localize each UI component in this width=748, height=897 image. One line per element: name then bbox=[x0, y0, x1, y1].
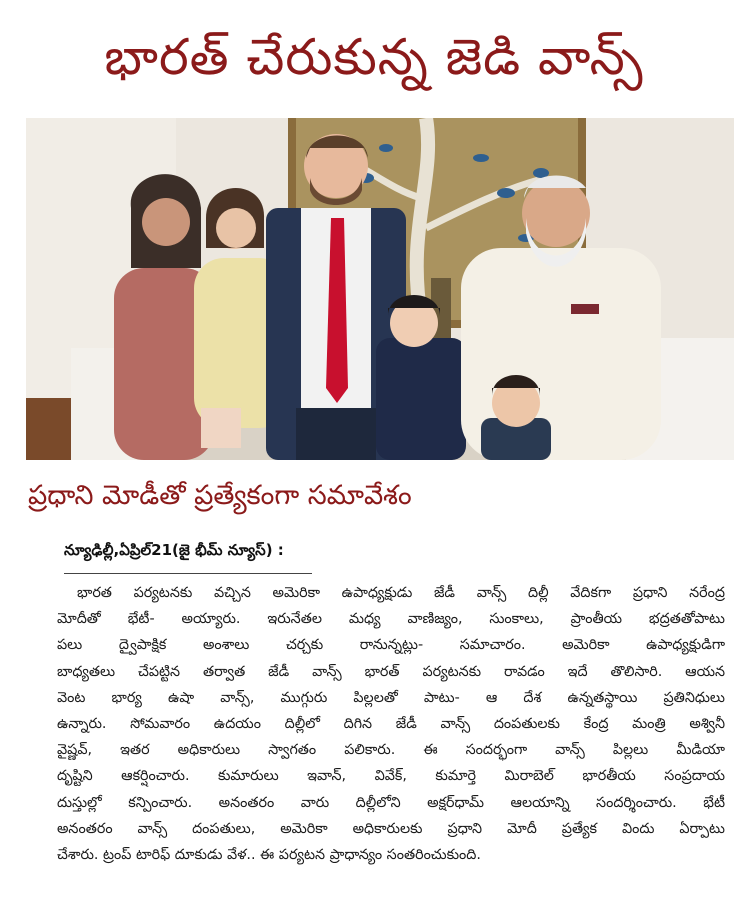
headline: భారత్ చేరుకున్న జెడి వాన్స్ bbox=[104, 28, 644, 86]
dateline-underline bbox=[64, 573, 312, 574]
body-line: పలు ద్వైపాక్షిక అంశాలు చర్చకు రానున్నట్లు- సమాచారం. అమెరికా ఉపాధ్యక్షుడిగా bbox=[57, 637, 725, 654]
body-line: దృష్టిని ఆకర్షించారు. కుమారులు ఇవాన్, వివేక్, కుమార్తె మిరాబెల్ భారతీయ సంప్రదాయ bbox=[57, 768, 725, 785]
dateline: న్యూఢిల్లీ,ఏప్రిల్21(జై భీమ్ న్యూస్) : bbox=[64, 541, 284, 559]
subheadline: ప్రధాని మోడీతో ప్రత్యేకంగా సమావేశం bbox=[28, 480, 412, 511]
news-photo bbox=[26, 118, 734, 460]
body-line: వెంట భార్య ఉషా వాన్స్, ముగ్గురు పిల్లలతో పాటు- ఆ దేశ ఉన్నతస్థాయి ప్రతినిధులు bbox=[57, 689, 725, 706]
body-line: మోదీతో భేటీ- అయ్యారు. ఇరునేతల మధ్య వాణిజ్యం, సుంకాలు, ప్రాంతీయ భద్రతతోపాటు bbox=[57, 611, 725, 628]
body-line: బాధ్యతలు చేపట్టిన తర్వాత జేడీ వాన్స్ భారత్ పర్యటనకు రావడం ఇదే తొలిసారి. ఆయన bbox=[57, 663, 725, 680]
body-line: దుస్తుల్లో కన్పించారు. అనంతరం వారు దిల్లీలోని అక్షర్‌ధామ్ ఆలయాన్ని సందర్శించారు. భేటీ bbox=[57, 794, 725, 811]
body-line: చేశారు. ట్రంప్ టారిఫ్ దూకుడు వేళ.. ఈ పర్యటన ప్రాధాన్యం సంతరించుకుంది. bbox=[57, 847, 481, 864]
body-line: వైష్ణవ్, ఇతర అధికారులు స్వాగతం పలికారు. ఈ సందర్భంగా వాన్స్ పిల్లలు మీడియా bbox=[57, 742, 725, 759]
article-body bbox=[57, 580, 725, 868]
body-line: అనంతరం వాన్స్ దంపతులు, అమెరికా అధికారులకు ప్రధాని మోదీ ప్రత్యేక విందు ఏర్పాటు bbox=[57, 820, 725, 837]
body-line: ఉన్నారు. సోమవారం ఉదయం దిల్లీలో దిగిన జేడీ వాన్స్ దంపతులకు కేంద్ర మంత్రి అశ్వినీ bbox=[57, 716, 725, 733]
body-line: భారత పర్యటనకు వచ్చిన అమెరికా ఉపాధ్యక్షుడు జేడీ వాన్స్ దిల్లీ వేదికగా ప్రధాని నరేంద్ర bbox=[77, 585, 725, 601]
